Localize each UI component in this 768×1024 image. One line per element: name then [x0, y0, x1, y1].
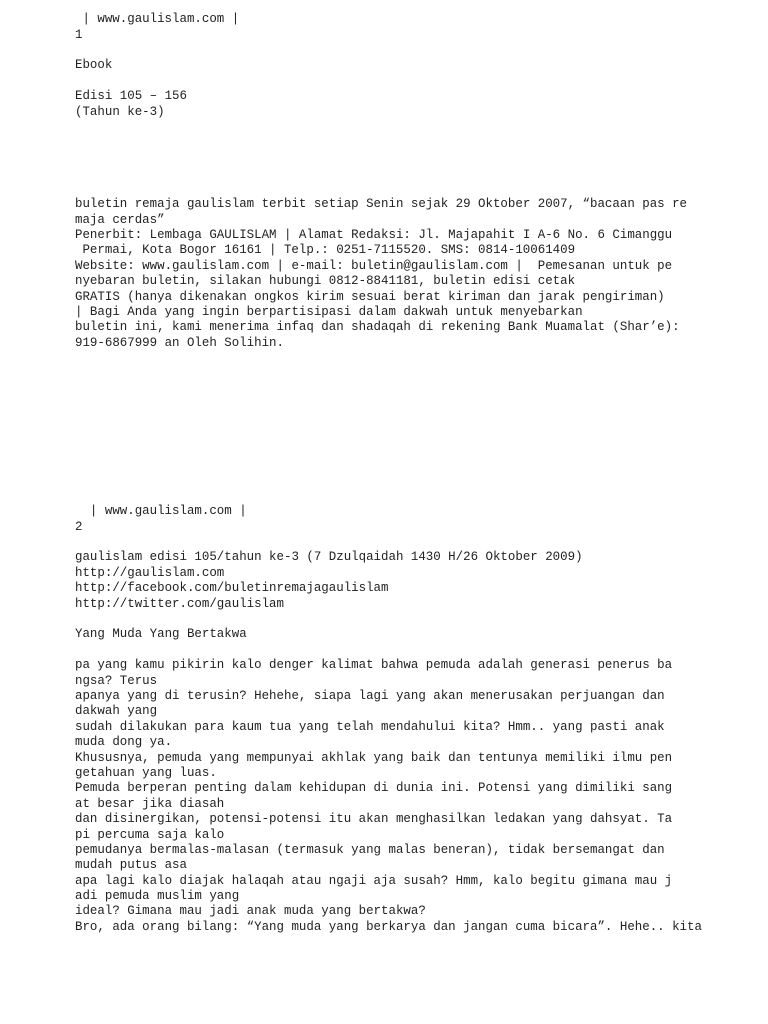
link-url: http://facebook.com/buletinremajagaulislam: [75, 581, 389, 596]
ebook-label: Ebook: [75, 58, 113, 73]
article-body-line: getahuan yang luas.: [75, 765, 217, 780]
line-spacer: [75, 43, 765, 58]
site-header-url: | www.gaulislam.com |: [82, 12, 240, 27]
link-url: http://gaulislam.com: [75, 565, 225, 580]
page-number: 1: [75, 27, 83, 42]
article-body-line: ngsa? Terus: [75, 673, 158, 688]
line-spacer: [75, 74, 765, 89]
article-body-line: mudah putus asa: [75, 858, 187, 873]
publisher-info-line: nyebaran buletin, silakan hubungi 0812-8841181, buletin edisi cetak: [75, 274, 576, 289]
document-page-1: [75, 12, 765, 120]
article-body-line: pi percuma saja kalo: [75, 827, 225, 842]
edition-range: Edisi 105 – 156: [75, 89, 187, 104]
article-body-line: adi pemuda muslim yang: [75, 889, 240, 904]
article-body-line: ideal? Gimana mau jadi anak muda yang bertakwa?: [75, 904, 426, 919]
publisher-info: [75, 197, 765, 351]
article-body-line: pemudanya bermalas-malasan (termasuk yang malas beneran), tidak bersemangat dan: [75, 842, 665, 857]
publisher-info-line: buletin ini, kami menerima infaq dan shadaqah di rekening Bank Muamalat (Shar’e):: [75, 320, 680, 335]
article-body-line: apa lagi kalo diajak halaqah atau ngaji aja susah? Hmm, kalo begitu gimana mau j: [75, 873, 673, 888]
document-page-2: [75, 504, 765, 935]
article-body-line: apanya yang di terusin? Hehehe, siapa lagi yang akan menerusakan perjuangan dan: [75, 688, 665, 703]
article-title: Yang Muda Yang Bertakwa: [75, 627, 247, 642]
article-body-line: dakwah yang: [75, 704, 158, 719]
publisher-info-line: buletin remaja gaulislam terbit setiap Senin sejak 29 Oktober 2007, “bacaan pas re: [75, 197, 688, 212]
link-url: http://twitter.com/gaulislam: [75, 596, 284, 611]
line-spacer: [75, 643, 765, 658]
article-body-line: dan disinergikan, potensi-potensi itu akan menghasilkan ledakan yang dahsyat. Ta: [75, 812, 673, 827]
publisher-info-line: Penerbit: Lembaga GAULISLAM | Alamat Redaksi: Jl. Majapahit I A-6 No. 6 Cimanggu: [75, 228, 673, 243]
publisher-info-line: 919-6867999 an Oleh Solihin.: [75, 335, 284, 350]
article-body-line: sudah dilakukan para kaum tua yang telah mendahului kita? Hmm.. yang pasti anak: [75, 719, 665, 734]
issue-line: gaulislam edisi 105/tahun ke-3 (7 Dzulqaidah 1430 H/26 Oktober 2009): [75, 550, 583, 565]
publisher-info-line: maja cerdas”: [75, 212, 165, 227]
publisher-info-line: Website: www.gaulislam.com | e-mail: buletin@gaulislam.com | Pemesanan untuk pe: [75, 258, 673, 273]
article-body-line: Bro, ada orang bilang: “Yang muda yang berkarya dan jangan cuma bicara”. Hehe.. kita: [75, 919, 702, 934]
article-body-line: at besar jika diasah: [75, 796, 225, 811]
publisher-info-line: GRATIS (hanya dikenakan ongkos kirim sesuai berat kiriman dan jarak pengiriman): [75, 289, 665, 304]
site-header-url: | www.gaulislam.com |: [89, 504, 247, 519]
edition-year: (Tahun ke-3): [75, 104, 165, 119]
article-body: [75, 658, 765, 935]
article-body-line: Pemuda berperan penting dalam kehidupan di dunia ini. Potensi yang dimiliki sang: [75, 781, 673, 796]
page-number: 2: [75, 519, 83, 534]
line-spacer: [75, 535, 765, 550]
line-spacer: [75, 612, 765, 627]
article-body-line: muda dong ya.: [75, 735, 173, 750]
publisher-info-line: Permai, Kota Bogor 16161 | Telp.: 0251-7115520. SMS: 0814-10061409: [82, 243, 576, 258]
article-body-line: Khususnya, pemuda yang mempunyai akhlak yang baik dan tentunya memiliki ilmu pen: [75, 750, 673, 765]
article-body-line: pa yang kamu pikirin kalo denger kalimat bahwa pemuda adalah generasi penerus ba: [75, 658, 673, 673]
publisher-info-line: | Bagi Anda yang ingin berpartisipasi dalam dakwah untuk menyebarkan: [75, 305, 583, 320]
